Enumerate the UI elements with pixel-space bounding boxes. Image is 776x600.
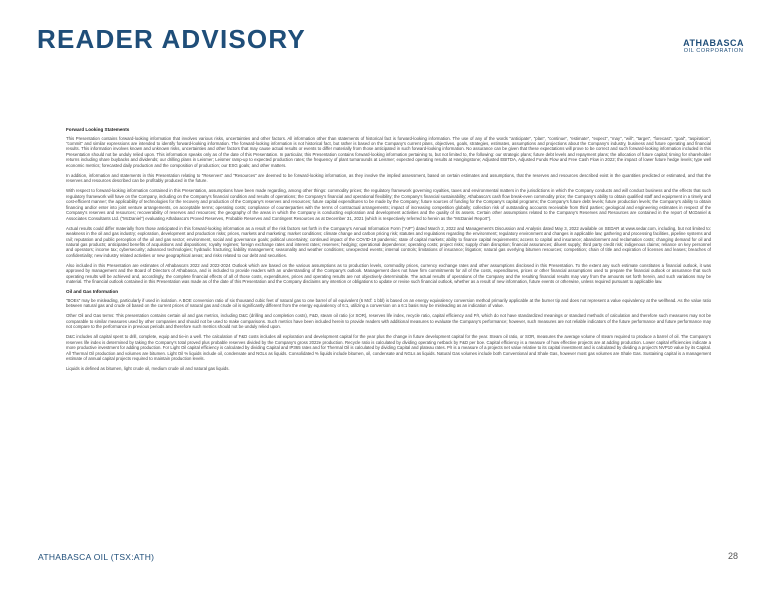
paragraph: In addition, information and statements in this Presentation relating to "Reserves" and "Resources" are deemed to be forward-looking information, as they involve the implied assessment, based on certain estimates and assumptions, that the reserves and resources described exist in the quantities predicted or estimated, and that the reserves and resources described can be profitably produced in the future.: [66, 172, 711, 184]
paragraph: "BOEs" may be misleading, particularly if used in isolation. A BOE conversion ratio of six thousand cubic feet of natural gas to one barrel of oil equivalent (6 Mcf: 1 bbl) is based on an energy equivalency conversion method primarily applicable at the burner tip and does not represent a value equivalency at the wellhead. As the value ratio between natural gas and crude oil based on the current prices of natural gas and crude oil is significantly different from the energy equivalency of 6:1, utilizing a conversion on a 6:1 basis may be misleading as an indication of value.: [66, 297, 711, 309]
page-number: 28: [727, 551, 738, 561]
paragraph: Actual results could differ materially from those anticipated in this forward-looking information as a result of the risk factors set forth in the Company's Annual Information Form ("AIF") dated March 2, 2022 and Management's Discussion and Analysis dated May 3, 2022 available on SEDAR at www.sedar.com, including, but not limited to: weakness in the oil and gas industry; exploration, development and production risks; prices, markets and marketing; market conditions; climate change and carbon pricing risk; statutes and regulations regarding the environment; regulatory environment and changes in applicable law; gathering and processing facilities, pipeline systems and rail; reputation and public perception of the oil and gas sector; environment, social and governance goals; political uncertainty; continued impact of the COVID-19 pandemic; state of capital markets; ability to finance capital requirements; access to capital and insurance; abandonment and reclamation costs; changing demand for oil and natural gas products; anticipated benefits of acquisitions and dispositions; royalty regimes; foreign exchange rates and interest rates; reserves; hedging; operational dependence; operating costs; project risks; supply chain disruption; financial assurances; diluent supply; third party credit risk; indigenous claims; reliance on key personnel and operators; income tax; cybersecurity; advanced technologies; hydraulic fracturing; liability management; seasonality and weather conditions; unexpected events; internal controls; limitations of insurance; litigation; natural gas overlying bitumen resources; competition; chain of title and expiration of licenses and leases; breaches of confidentiality; new industry related activities or new geographical areas; and risks related to our debt and securities.: [66, 225, 711, 258]
paragraph: This Presentation contains forward-looking information that involves various risks, uncertainties and other factors. All information other than statements of historical fact is forward-looking information. The use of any of the words "anticipate", "plan", "continue", "estimate", "expect", "may", "will", "target", "forecast", "goal", "aspiration", "commit" and similar expressions are intended to identify forward-looking information. The forward-looking information is not historical fact, but rather is based on the Company's current plans, objectives, goals, strategies, estimates, assumptions and projections about the Company's industry, business and future operating and financial results. This information involves known and unknown risks, uncertainties and other factors that may cause actual results or events to differ materially from those anticipated in such forward-looking information. No assurance can be given that these expectations will prove to be correct and such forward-looking information included in this Presentation should not be unduly relied upon. This information speaks only as of the date of this Presentation. In particular, this Presentation contains forward-looking information pertaining to, but not limited to, the following: our strategic plans; future debt levels and repayment plans; the allocation of future capital; timing for shareholder returns including share buybacks and dividends; our drilling plans in Leismer; Leismer ramp-up to expected production rates; the frequency of plant turnarounds at Leismer; expected operating results at Hangingstone; Adjusted EBITDA, Adjusted Funds Flow and Free Cash Flow in 2022; the impact of lower future hedge levels; type well economic metrics; forecasted daily production and the composition of production; our ESG goals; and other matters.: [66, 135, 711, 168]
paragraph: With respect to forward-looking information contained in this Presentation, assumptions have been made regarding, among other things: commodity prices; the regulatory framework governing royalties, taxes and environmental matters in the jurisdictions in which the Company conducts and will conduct business and the effects that such regulatory framework will have on the Company, including on the Company's financial condition and results of operations; the Company's financial and operational flexibility; the Company's financial sustainability; Athabasca's cash flow break-even commodity price; the Company's ability to obtain qualified staff and equipment in a timely and cost-efficient manner; the applicability of technologies for the recovery and production of the Company's reserves and resources; future capital expenditures to be made by the Company; future sources of funding for the Company's capital programs; the Company's future debt levels; future production levels; the Company's ability to obtain financing and/or enter into joint venture arrangements, on acceptable terms; operating costs; compliance of counterparties with the terms of contractual arrangements; impact of increasing competition globally; collection risk of outstanding accounts receivable from third parties; geological and engineering estimates in respect of the Company's reserves and resources; recoverability of reserves and resources; the geography of the areas in which the Company is conducting exploration and development activities and the quality of its assets. Certain other assumptions related to the Company's Reserves and Resources are contained in the report of McDaniel & Associates Consultants Ltd. ("McDaniel") evaluating Athabasca's Proved Reserves, Probable Reserves and Contingent Resources as at December 31, 2021 (which is respectively referred to herein as the "McDaniel Report").: [66, 188, 711, 221]
page-title: READER ADVISORY: [37, 24, 306, 54]
footer-company: ATHABASCA OIL (TSX:ATH): [38, 552, 155, 562]
paragraph: Also included in this Presentation are estimates of Athabasca's 2022 and 2022-2024 Outlook which are based on the various assumptions as to production levels, commodity prices, currency exchange rates and other assumptions disclosed in this Presentation. To the extent any such estimate constitutes a financial outlook, it was approved by management and the Board of Directors of Athabasca, and is included to provide readers with an understanding of the Company's outlook. Management does not have firm commitments for all of the costs, expenditures, prices or other financial assumptions used to prepare the financial outlook or assurance that such operating results will be achieved and, accordingly, the complete financial effects of all of those costs, expenditures, prices and operating results are not objectively determinable. The actual results of operations of the Company and the resulting financial results may vary from the amounts set forth herein, and such variations may be material. The financial outlook contained in this Presentation was made as of the date of this Presentation and the Company disclaims any intention or obligations to update or revise such financial outlook, whether as a result of new information, future events or otherwise, unless required pursuant to applicable law.: [66, 262, 711, 285]
paragraph: D&C includes all capital spent to drill, complete, equip and tie-in a well. The calculation of F&D costs includes all exploration and development capital for the year plus the change in future development capital for the year. Steam oil ratio, or SOR, measures the average volume of steam required to produce a barrel of oil. The Company's reserves life index is determined by taking the Company's total proved plus probable reserves divided by the Company's gross 2022e production. Recycle ratio is calculated by dividing operating netback by F&D per boe. Capital efficiency is a measure of how effective projects are at adding production. Lower capital efficiencies indicate a more productive investment for adding production. For Light Oil capital efficiency is calculated by dividing Capital and IP365 rates and for Thermal Oil is calculated by dividing Capital and plateau rates. P/I is a measure of a projects net value relative to its capital investment and is calculated by dividing a project's NVP10 value by its Capital. All Thermal Oil production and volumes are bitumen. Light Oil % liquids include oil, condensate and NGLs as liquids. Consolidated % liquids include bitumen, oil, condensate and NGLs as liquids. Natural Gas volumes include both Conventional and Shale Gas, however most gas volumes are Shale Gas. Sustaining capital is a management estimate of annual capital projects required to maintain production levels.: [66, 334, 711, 362]
company-logo: [683, 38, 744, 55]
paragraph: Liquids is defined as bitumen, light crude oil, medium crude oil and natural gas liquids.: [66, 366, 230, 372]
logo-name: ATHABASCA: [683, 38, 744, 48]
logo-subtitle: OIL CORPORATION: [683, 48, 744, 54]
advisory-body: [66, 127, 711, 532]
paragraph: Other Oil and Gas terms: This presentation contains certain oil and gas metrics, including D&C (drilling and completion costs), F&D, steam oil ratio (or SOR), reserves life index, recycle ratio, capital efficiency and P/I, which do not have standardized meanings or standard methods of calculation and therefore such measures may not be comparable to similar measures used by other companies and should not be used to make comparisons. Such metrics have been included herein to provide readers with additional measures to evaluate the Company's performance; however, such measures are not reliable indicators of the future performance and future performance may not compare to the performance in previous periods and therefore such metrics should not be unduly relied upon.: [66, 313, 711, 330]
section-heading-forward-looking: Forward Looking Statements: [66, 127, 130, 132]
section-heading-oil-gas: Oil and Gas Information: [66, 289, 119, 295]
